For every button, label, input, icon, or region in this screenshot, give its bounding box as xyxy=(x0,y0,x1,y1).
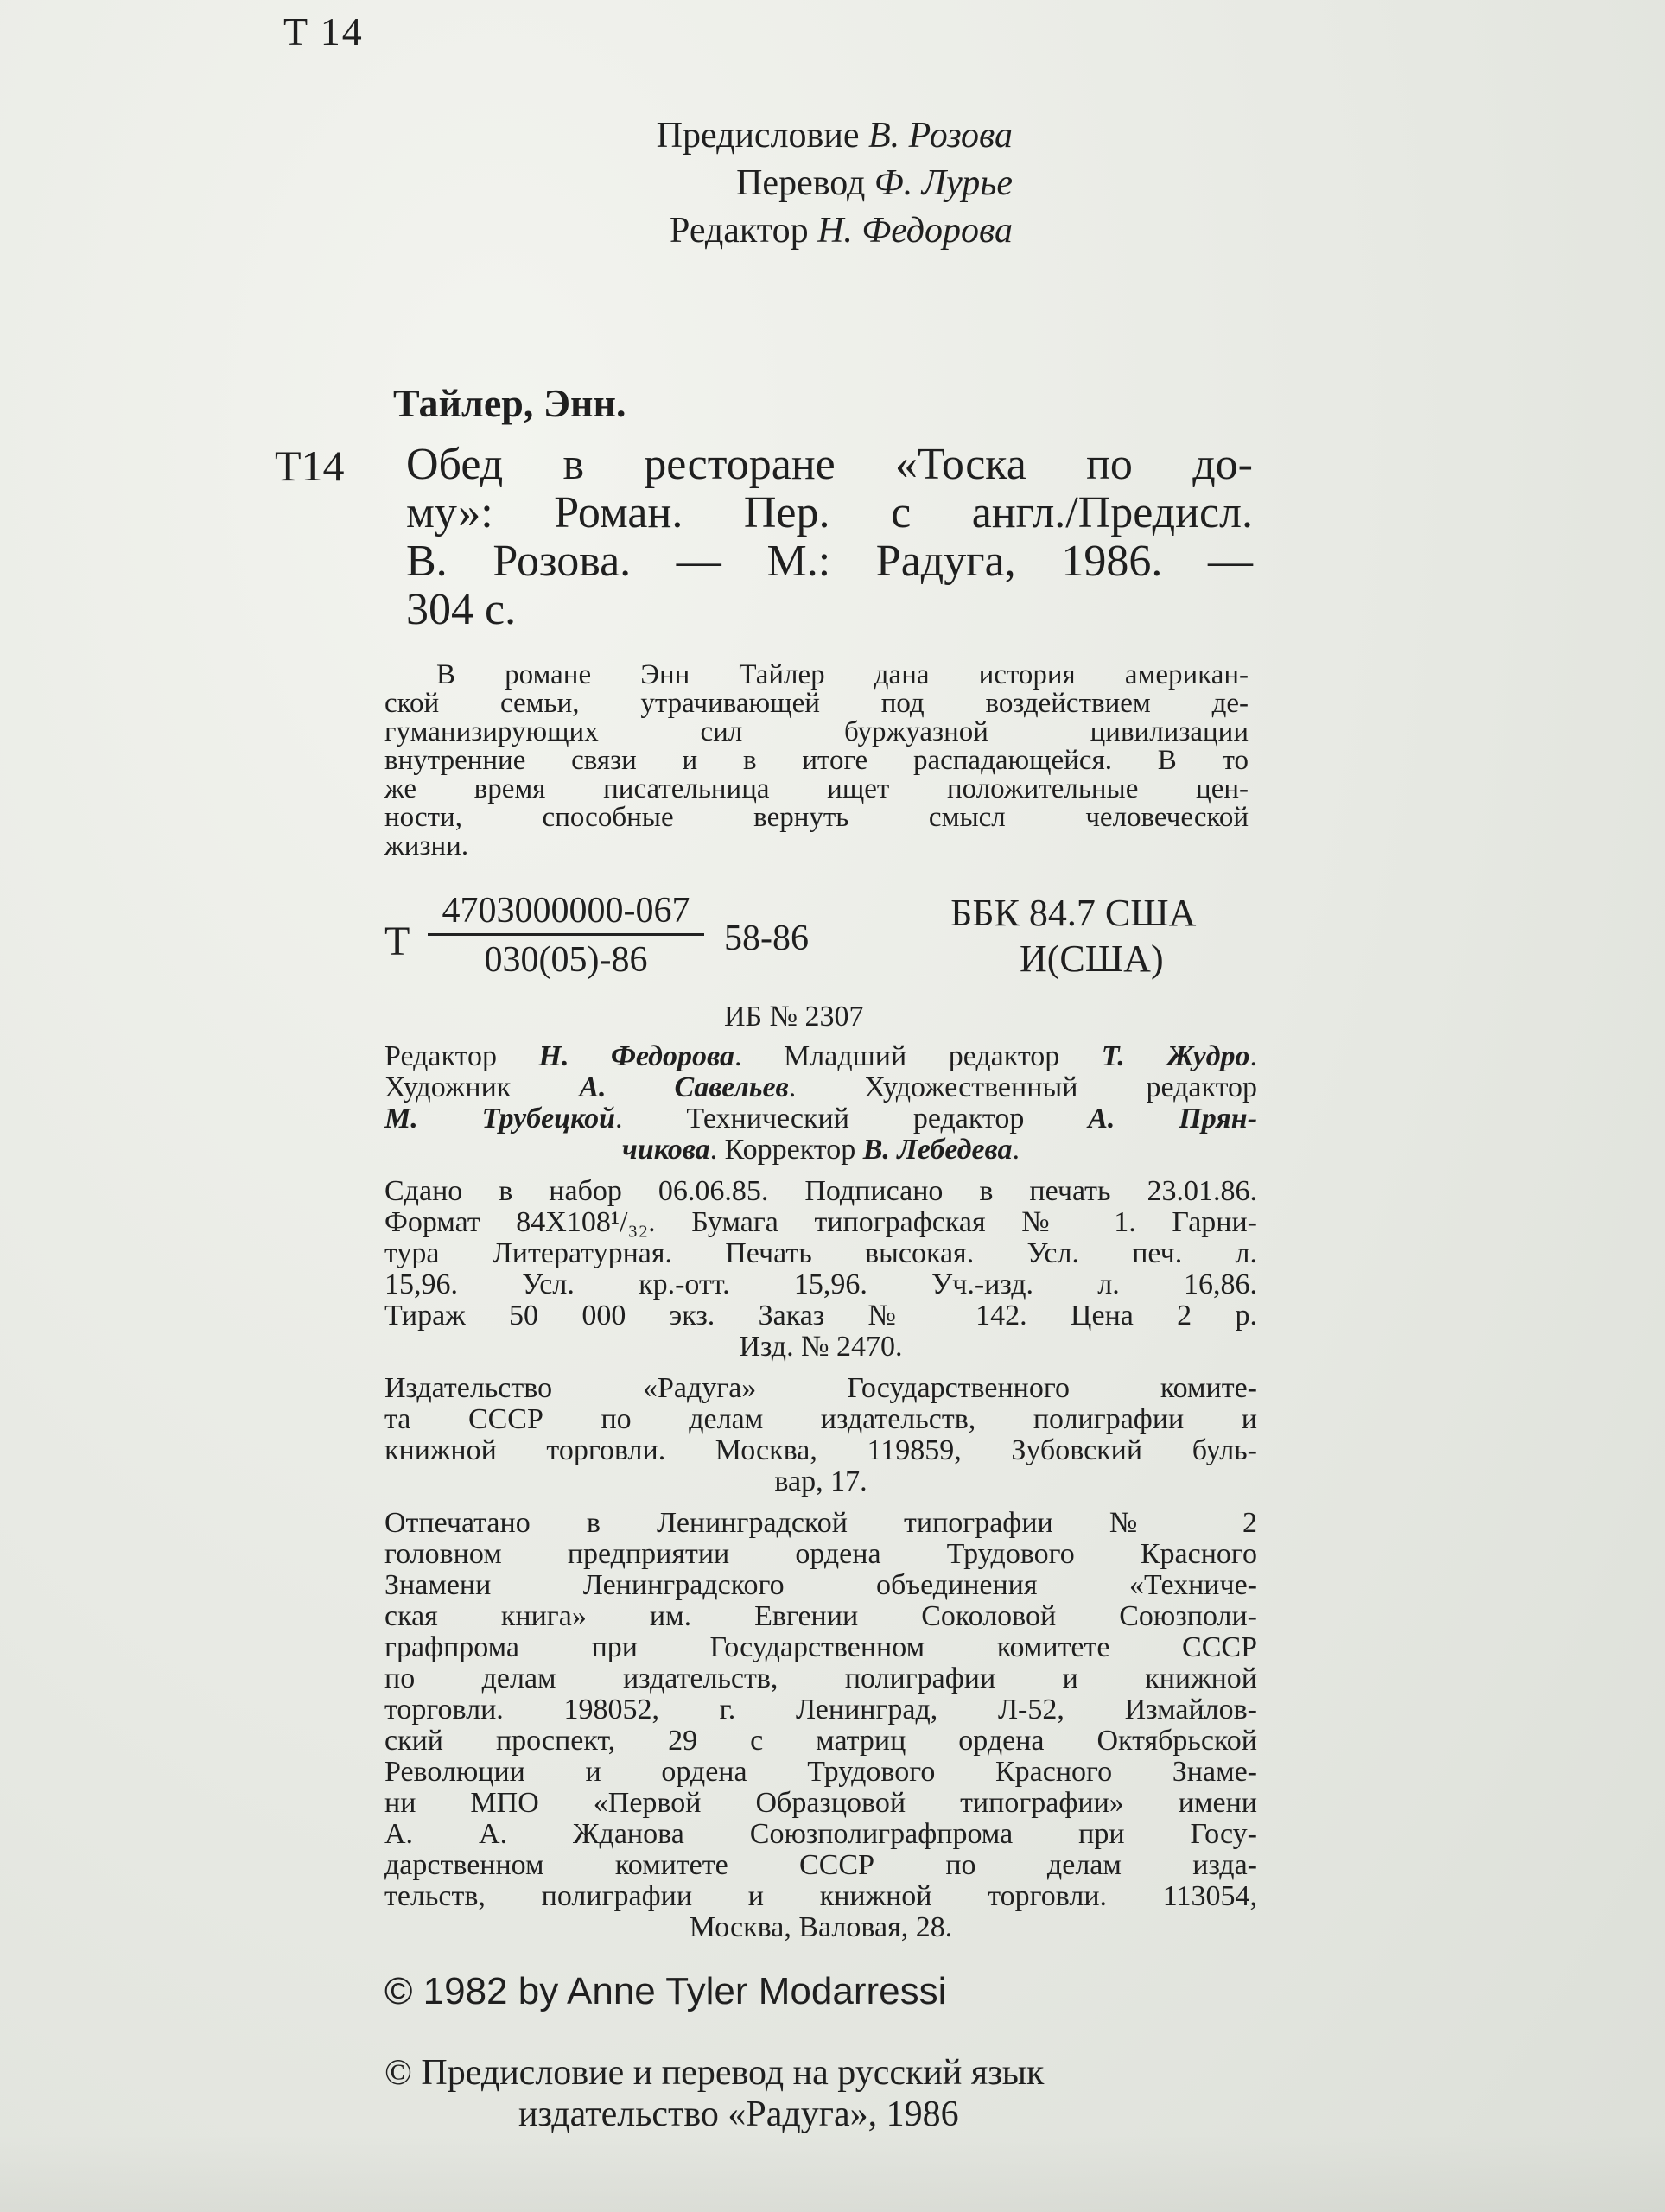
annotation-line: ской семьи, утрачивающей под воздействием де- xyxy=(384,688,1249,719)
publisher-line: вар, 17. xyxy=(774,1465,867,1497)
credit-line xyxy=(529,207,1013,255)
staff-role: Редактор xyxy=(384,1040,539,1072)
credits-block xyxy=(529,112,1013,255)
bbk-line-1: ББК 84.7 США xyxy=(950,892,1197,934)
staff-name: В. Лебедева xyxy=(862,1134,1013,1166)
staff-name: А. Савельев xyxy=(579,1071,789,1103)
print-line: Тираж 50 000 экз. Заказ № 142. Цена 2 р. xyxy=(384,1300,1257,1332)
staff-name: А. Прян- xyxy=(1088,1103,1258,1135)
credit-label: Перевод xyxy=(736,163,866,203)
staff-line xyxy=(384,1135,1257,1166)
staff-line xyxy=(384,1103,1257,1135)
title-line: В. Розова. — М.: Радуга, 1986. — xyxy=(406,537,1253,586)
technical-imprint xyxy=(384,1041,1257,1943)
printer-line: Революции и ордена Трудового Красного Знаме- xyxy=(384,1756,1257,1788)
credit-name: Н. Федорова xyxy=(817,211,1013,251)
print-line: 15,96. Усл. кр.-отт. 15,96. Уч.-изд. л. 16,86. xyxy=(384,1268,1257,1300)
printer-line: графпрома при Государственном комитете СССР xyxy=(384,1631,1257,1663)
bibliographic-title xyxy=(406,441,1253,634)
fraction-numerator: 4703000000-067 xyxy=(442,891,690,931)
staff-role: . Художественный редактор xyxy=(788,1071,1257,1103)
staff-role: . xyxy=(1249,1040,1258,1072)
page-shadow xyxy=(0,2134,1665,2212)
fraction-denominator: 030(05)-86 xyxy=(484,940,648,980)
printer-line: Знамени Ленинградского объединения «Техниче- xyxy=(384,1569,1257,1601)
credit-label: Предисловие xyxy=(656,116,860,156)
annotation-line: В романе Энн Тайлер дана история американ- xyxy=(436,659,1249,690)
print-line: Формат 84Х108¹/₃₂. Бумага типографская № 1. Гарни- xyxy=(384,1206,1257,1238)
credit-name: В. Розова xyxy=(867,116,1013,156)
copyright-translation-line-1: © Предисловие и перевод на русский язык xyxy=(384,2053,1045,2093)
printer-line: тельств, полиграфии и книжной торговли. 113054, xyxy=(384,1880,1257,1912)
izd-number: Изд. № 2470. xyxy=(739,1331,903,1363)
print-line: тура Литературная. Печать высокая. Усл. печ. л. xyxy=(384,1237,1257,1269)
staff-name: М. Трубецкой xyxy=(384,1103,615,1135)
staff-name: Т. Жудро xyxy=(1101,1040,1250,1072)
annotation-line: же время писательница ищет положительные цен- xyxy=(384,773,1249,804)
title-line: 304 с. xyxy=(406,585,517,634)
credit-label: Редактор xyxy=(670,211,809,251)
staff-role: Художник xyxy=(384,1071,580,1103)
classification-side-code: 58-86 xyxy=(724,918,809,958)
fraction-bar xyxy=(428,933,704,936)
publisher-line: книжной торговли. Москва, 119859, Зубовский буль- xyxy=(384,1434,1257,1466)
title-line: Обед в ресторане «Тоска по до- xyxy=(406,440,1253,489)
print-line: Сдано в набор 06.06.85. Подписано в печать 23.01.86. xyxy=(384,1175,1257,1207)
bbk-code xyxy=(950,890,1196,982)
staff-name: чикова xyxy=(622,1134,710,1166)
staff-name: Н. Федорова xyxy=(538,1040,734,1072)
staff-line xyxy=(384,1041,1257,1072)
printer-line: по делам издательств, полиграфии и книжной xyxy=(384,1662,1257,1694)
staff-role: . Младший редактор xyxy=(734,1040,1102,1072)
author-heading: Тайлер, Энн. xyxy=(393,381,626,425)
side-code: Т14 xyxy=(275,442,345,490)
staff-role: . Технический редактор xyxy=(615,1103,1089,1135)
copyright-translation-line-2: издательство «Радуга», 1986 xyxy=(518,2094,959,2134)
staff-role: . xyxy=(1012,1134,1020,1166)
corner-code: T 14 xyxy=(283,10,364,54)
staff-line xyxy=(384,1072,1257,1103)
printer-line: А. А. Жданова Союзполиграфпрома при Госу- xyxy=(384,1818,1257,1850)
ib-number: ИБ № 2307 xyxy=(724,1001,864,1033)
title-line: му»: Роман. Пер. с англ./Предисл. xyxy=(406,488,1253,537)
show-through-title xyxy=(1216,17,1665,216)
annotation-line: ности, способные вернуть смысл человеческой xyxy=(384,802,1249,833)
printer-line: Москва, Валовая, 28. xyxy=(689,1911,953,1943)
credit-line xyxy=(529,160,1013,207)
credit-name: Ф. Лурье xyxy=(874,163,1013,203)
classification-letter: Т xyxy=(384,918,410,964)
publisher-line: та СССР по делам издательств, полиграфии и xyxy=(384,1403,1257,1435)
printer-line: ская книга» им. Евгении Соколовой Союзполи- xyxy=(384,1600,1257,1632)
printer-line: головном предприятии ордена Трудового Красного xyxy=(384,1538,1257,1570)
annotation-line: жизни. xyxy=(384,830,469,861)
printer-line: торговли. 198052, г. Ленинград, Л-52, Измайлов- xyxy=(384,1694,1257,1726)
annotation-paragraph xyxy=(384,661,1249,861)
printer-line: дарственном комитете СССР по делам изда- xyxy=(384,1849,1257,1881)
publisher-line: Издательство «Радуга» Государственного комите- xyxy=(384,1372,1257,1404)
credit-line xyxy=(529,112,1013,160)
bbk-line-2: И(США) xyxy=(1020,938,1164,980)
printer-line: ский проспект, 29 с матриц ордена Октябрьской xyxy=(384,1725,1257,1757)
staff-role: . Корректор xyxy=(709,1134,863,1166)
annotation-line: гуманизирующих сил буржуазной цивилизации xyxy=(384,716,1249,747)
printer-line: Отпечатано в Ленинградской типографии № 2 xyxy=(384,1507,1257,1539)
classification-fraction xyxy=(428,890,704,981)
copyright-translation xyxy=(384,2052,1266,2135)
printer-line: ни МПО «Первой Образцовой типографии» имени xyxy=(384,1787,1257,1819)
copyright-original: © 1982 by Anne Tyler Modarressi xyxy=(384,1970,947,2012)
annotation-line: внутренние связи и в итоге распадающейся. В то xyxy=(384,745,1249,776)
